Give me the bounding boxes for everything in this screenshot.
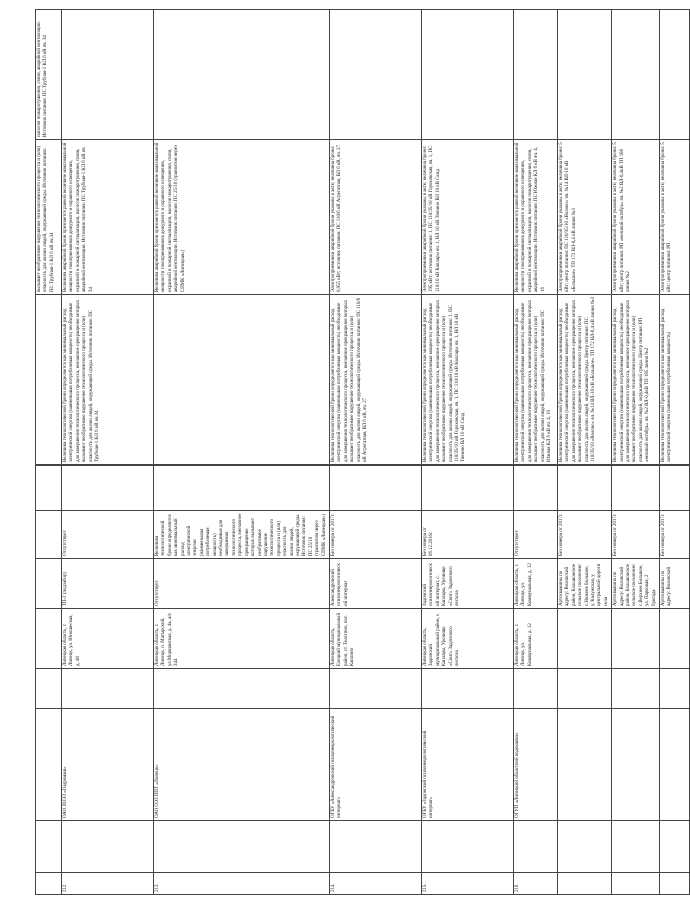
spacer-cell bbox=[660, 466, 690, 511]
spacer-cell bbox=[154, 466, 330, 511]
organization-cell: ОАО ОЭЗ ППТ «Липецк» bbox=[154, 709, 330, 821]
organization-cell bbox=[36, 709, 62, 821]
spacer-cell bbox=[421, 669, 513, 709]
emergency-reserve-cell: Электроприемники аварийной брони указаны в акте; величина брони: 5 кВт; центр питания: РП bbox=[660, 140, 690, 295]
emergency-reserve-cell: Электроприемники аварийной брони указаны в акте; величина брони: 5 кВт; центр питания: РП «великий октябрь» яч. №2 ВЛ-0,4кВ ТП 186 линия №2 bbox=[612, 140, 660, 295]
spacer-cell bbox=[62, 669, 154, 709]
address-cell bbox=[36, 609, 62, 669]
row-number bbox=[612, 873, 660, 895]
emergency-reserve-cell: Электроприемники аварийной брони указаны в акте; величина брони: 0,955 кВт; источник питания: ПС 110/6 кВ Агрегатная, ВЛ 6 кВ, яч. 27 bbox=[329, 140, 421, 295]
emergency-source-cell bbox=[154, 10, 330, 140]
emergency-source-cell bbox=[62, 10, 154, 140]
spacer-cell bbox=[513, 669, 557, 709]
table-row bbox=[612, 10, 660, 895]
spacer-cell bbox=[513, 821, 557, 873]
address-cell: Липецкая область, Задонский муниципальный район, с. Каплары, Урочище «Скит» Задонского лесхоза bbox=[421, 609, 513, 669]
facility-cell: Артскважины по адресу: Воловский район, Большовское сельское поселение: с.Нижнее Большое, у. Калужская, у центральной дороги села bbox=[557, 559, 611, 609]
row-number: 213. bbox=[154, 873, 330, 895]
spacer-cell bbox=[154, 669, 330, 709]
row-number bbox=[557, 873, 611, 895]
facility-cell: Липецкая область, г. Липецк, ул. Коммунальная, д. 12 bbox=[513, 559, 557, 609]
spacer-cell bbox=[329, 821, 421, 873]
emergency-reserve-cell: Величина аварийной брони признается равной величине максимальной мощности токоприемников дежурного и охранного освещения, охранной и пожарной сигнализации, насосов пожаротушения, связи, аварийной вентиляции. Источник питания: ПС Южная КЛ 6 кВ яч. 4, 16 bbox=[513, 140, 557, 295]
status-cell: Без номера от 2017г. bbox=[329, 511, 421, 559]
emergency-source-cell bbox=[329, 10, 421, 140]
spacer-cell bbox=[660, 821, 690, 873]
facility-cell: ТП-2 (подзабор) bbox=[62, 559, 154, 609]
table-body bbox=[36, 10, 690, 895]
reserve-table bbox=[35, 9, 690, 895]
technological-reserve-cell: Величина технологической брони определяется как минимальный расход электрической энергии (наименьшая потребляемая мощность) необходимые для завершения технологического процесса, внезапное прекращение которых вызывает необратимое нарушение технологического процесса и (или) опасность для жизни людей, окружающей среды. Центр питания: ПС 110/35/10 «Волово» яч. №14 ВЛ-10 кВ «Большое» ТП 172 ВЛ-0,4 кВ линия №3 bbox=[557, 295, 611, 465]
emergency-source-cell: насосов пожаротушения, связи, аварийной вентиляции. Источник питания: ПС Трубная-1 КЛ 6 кВ яч. 34 bbox=[36, 10, 62, 140]
emergency-source-cell bbox=[557, 10, 611, 140]
table-row bbox=[421, 10, 513, 895]
address-cell: Липецкая область, Елецкий муниципальный район, ст. Телегино, пос. Каплино bbox=[329, 609, 421, 669]
emergency-reserve-cell: вызывает необратимое нарушение технологического процесса и (или) опасность для жизни людей, окружающей среды. Источник питания: ПС Трубная-1 КЛ 6 кВ яч.34 bbox=[36, 140, 62, 295]
address-cell bbox=[660, 609, 690, 669]
address-cell bbox=[612, 609, 660, 669]
address-cell: Липецкая область, г. Липецк, ул. Юношеская, д. 48 bbox=[62, 609, 154, 669]
status-cell: Без номера от 2017г. bbox=[660, 511, 690, 559]
row-number: 216. bbox=[513, 873, 557, 895]
facility-cell: Артскважины по адресу: Воловский bbox=[660, 559, 690, 609]
spacer-cell bbox=[421, 465, 513, 466]
facility-cell: Задонский психоневрологический интернат, с. Каплары, Урочище «Скит» Задонского лесхоза bbox=[421, 559, 513, 609]
spacer-cell bbox=[154, 465, 330, 466]
spacer-cell bbox=[612, 821, 660, 873]
table-row bbox=[154, 10, 330, 895]
technological-reserve-cell: Величина технологической брони определяется как минимальный расход электрической энергии (наименьшая потребляемая мощность) bbox=[660, 295, 690, 465]
technological-reserve-cell: Величина технологической брони определяется как минимальный расход электрической энергии (наименьшая потребляемая мощность) необходимые для завершения технологического процесса, внезапное прекращение которых вызывает необратимое нарушение технологического процесса и (или) опасность для жизни людей, окружающей среды. Источник питания: 1. ПС 110/35/10 кВ Гороховская, яч. 1, ПС 110/10 кВ Каплары яч. 1, ВЛ 10 кВ Тюнино ВЛ 10 кВ Скид bbox=[421, 295, 513, 465]
spacer-cell bbox=[557, 465, 611, 466]
emergency-source-cell bbox=[660, 10, 690, 140]
status-cell: Без номера от 06.12.2016г. bbox=[421, 511, 513, 559]
spacer-cell bbox=[36, 669, 62, 709]
spacer-cell bbox=[62, 821, 154, 873]
status-cell bbox=[36, 511, 62, 559]
address-cell: Липецкая область, г. Липецк, п. Матырский, ул.Моршанская, д. 4а, а/я 344 bbox=[154, 609, 330, 669]
facility-cell: Артскважина по адресу: Воловский район, Большовское сельское поселение: с.Верхнее Большое, ул. Парковая, 2 бригада bbox=[612, 559, 660, 609]
technological-reserve-cell: Величина технологической брони определяется как минимальный расход электрической энергии (наименьшая потребляемая мощность) необходимые для завершения технологического процесса, внезапное прекращение которых вызывает необратимое нарушение технологического процесса и (или) опасность для жизни людей, окружающей среды. Центр питания: РП «великий октябрь» яч. №2 ВЛ-0,4кВ ТП 185 линия №2 bbox=[612, 295, 660, 465]
spacer-cell bbox=[36, 821, 62, 873]
spacer-cell bbox=[660, 669, 690, 709]
organization-cell: ОГБУ «Александровский психоневрологический интернат» bbox=[329, 709, 421, 821]
table-row bbox=[36, 10, 62, 895]
technological-reserve-cell bbox=[154, 295, 330, 465]
spacer-cell bbox=[612, 669, 660, 709]
facility-cell: Отсутствует bbox=[154, 559, 330, 609]
technological-reserve-cell: Величина технологической брони определяется как минимальный расход электрической энергии (наименьшая потребляемая мощность) необходимые для завершения технологического процесса, внезапное прекращение которых вызывает необратимое нарушение технологического процесса и (или) опасность для жизни людей, окружающей среды. Источник питания: ПС Южная КЛ 6 кВ яч. 4, 16 bbox=[513, 295, 557, 465]
spacer-cell bbox=[36, 466, 62, 511]
address-cell: Липецкая область, г. Липецк, ул. Коммунальная, д. 12 bbox=[513, 609, 557, 669]
row-number: 215. bbox=[421, 873, 513, 895]
status-cell: Величина технологической брони определяется как минимальный расход электрической энергии (наименьшая потребляемая мощность) необходимые для завершения технологического процесса, внезапное прекращение которых вызывает необратимое нарушение технологического процесса и (или) опасность для жизни людей, окружающей среды. Источник питания: ПС 25/10 (транзитом через СПМК «Липецкая») bbox=[154, 511, 330, 559]
spacer-cell bbox=[62, 465, 154, 466]
organization-cell bbox=[660, 709, 690, 821]
spacer-cell bbox=[329, 669, 421, 709]
table-row bbox=[62, 10, 154, 895]
spacer-cell bbox=[612, 466, 660, 511]
spacer-cell bbox=[36, 465, 62, 466]
status-cell: Отсутствует bbox=[62, 511, 154, 559]
spacer-cell bbox=[612, 465, 660, 466]
spacer-cell bbox=[660, 465, 690, 466]
emergency-reserve-cell: Электроприемники аварийной брони указаны в акте; величина брони: 195 кВт; источник питания: 1. ПС 110/35/10 кВ Гороховская, яч. 1, ПС 110/10 кВ Каплары яч. 1, ВЛ 10 кВ Тюнино ВЛ 10 кВ Скид bbox=[421, 140, 513, 295]
row-number bbox=[660, 873, 690, 895]
facility-cell: Александровский психоневрологический интернат bbox=[329, 559, 421, 609]
row-number: 212. bbox=[62, 873, 154, 895]
spacer-cell bbox=[154, 821, 330, 873]
organization-cell: ОАО ЛОЭЗ «Гидромаш» bbox=[62, 709, 154, 821]
spacer-cell bbox=[421, 466, 513, 511]
spacer-cell bbox=[557, 669, 611, 709]
technological-reserve-cell: Величина технологической брони определяется как минимальный расход электрической энергии (наименьшая потребляемая мощность) необходимые для завершения технологического процесса, внезапное прекращение которых вызывает необратимое нарушение технологического процесса и (или) опасность для жизни людей, окружающей среды. Источник питания: ПС Трубная-1 КЛ 6 кВ яч.34 bbox=[62, 295, 154, 465]
spacer-cell bbox=[557, 821, 611, 873]
spacer-cell bbox=[513, 466, 557, 511]
table-row bbox=[660, 10, 690, 895]
emergency-reserve-cell: Величина аварийной брони признается равной величине максимальной мощности токоприемников дежурного и охранного освещения, охранной и пожарной сигнализации, насосов пожаротушения, связи, аварийной вентиляции. Источник питания: ПС 25/10 (транзитом через СПМК «Липецкая») bbox=[154, 140, 330, 295]
technological-reserve-cell: Величина технологической брони определяется как минимальный расход электрической энергии (наименьшая потребляемая мощность) необходимые для завершения технологического процесса, внезапное прекращение которых вызывает необратимое нарушение технологического процесса и (или) опасность для жизни людей, окружающей среды. Источник питания: ПС 110/6 кВ Агрегатная, ВЛ 6 кВ, яч. 27 bbox=[329, 295, 421, 465]
table-row bbox=[557, 10, 611, 895]
emergency-reserve-cell: Величина аварийной брони признается равной величине максимальной мощности токоприемников дежурного и охранного освещения, охранной и пожарной сигнализации, насосов пожаротушения, связи, аварийной вентиляции. Источник питания: ПС Трубная-1 КЛ 6 кВ яч. 34 bbox=[62, 140, 154, 295]
organization-cell bbox=[557, 709, 611, 821]
spacer-cell bbox=[329, 466, 421, 511]
emergency-reserve-cell: Электроприемники аварийной брони указаны в акте; величина брони: 5 кВт; центр питания: ПС 110/35/10 «Волово» яч. №14 ВЛ-10 кВ «Большое» ТП 172 ВЛ-0,4 кВ линия №3 bbox=[557, 140, 611, 295]
row-number bbox=[36, 873, 62, 895]
status-cell: Без номера от 2017г. bbox=[612, 511, 660, 559]
emergency-source-cell bbox=[612, 10, 660, 140]
table-row bbox=[329, 10, 421, 895]
emergency-source-cell bbox=[513, 10, 557, 140]
spacer-cell bbox=[62, 466, 154, 511]
organization-cell: ОГУП «Липецкий областной водоканал» bbox=[513, 709, 557, 821]
table-row bbox=[513, 10, 557, 895]
spacer-cell bbox=[557, 466, 611, 511]
technological-reserve-cell bbox=[36, 295, 62, 465]
address-cell bbox=[557, 609, 611, 669]
spacer-cell bbox=[329, 465, 421, 466]
spacer-cell bbox=[421, 821, 513, 873]
status-cell: Отсутствует bbox=[513, 511, 557, 559]
emergency-source-cell bbox=[421, 10, 513, 140]
organization-cell bbox=[612, 709, 660, 821]
facility-cell bbox=[36, 559, 62, 609]
row-number: 214. bbox=[329, 873, 421, 895]
organization-cell: ОГБУ «Задонский психоневрологический интернат» bbox=[421, 709, 513, 821]
spacer-cell bbox=[513, 465, 557, 466]
status-cell: Без номера от 2017г. bbox=[557, 511, 611, 559]
